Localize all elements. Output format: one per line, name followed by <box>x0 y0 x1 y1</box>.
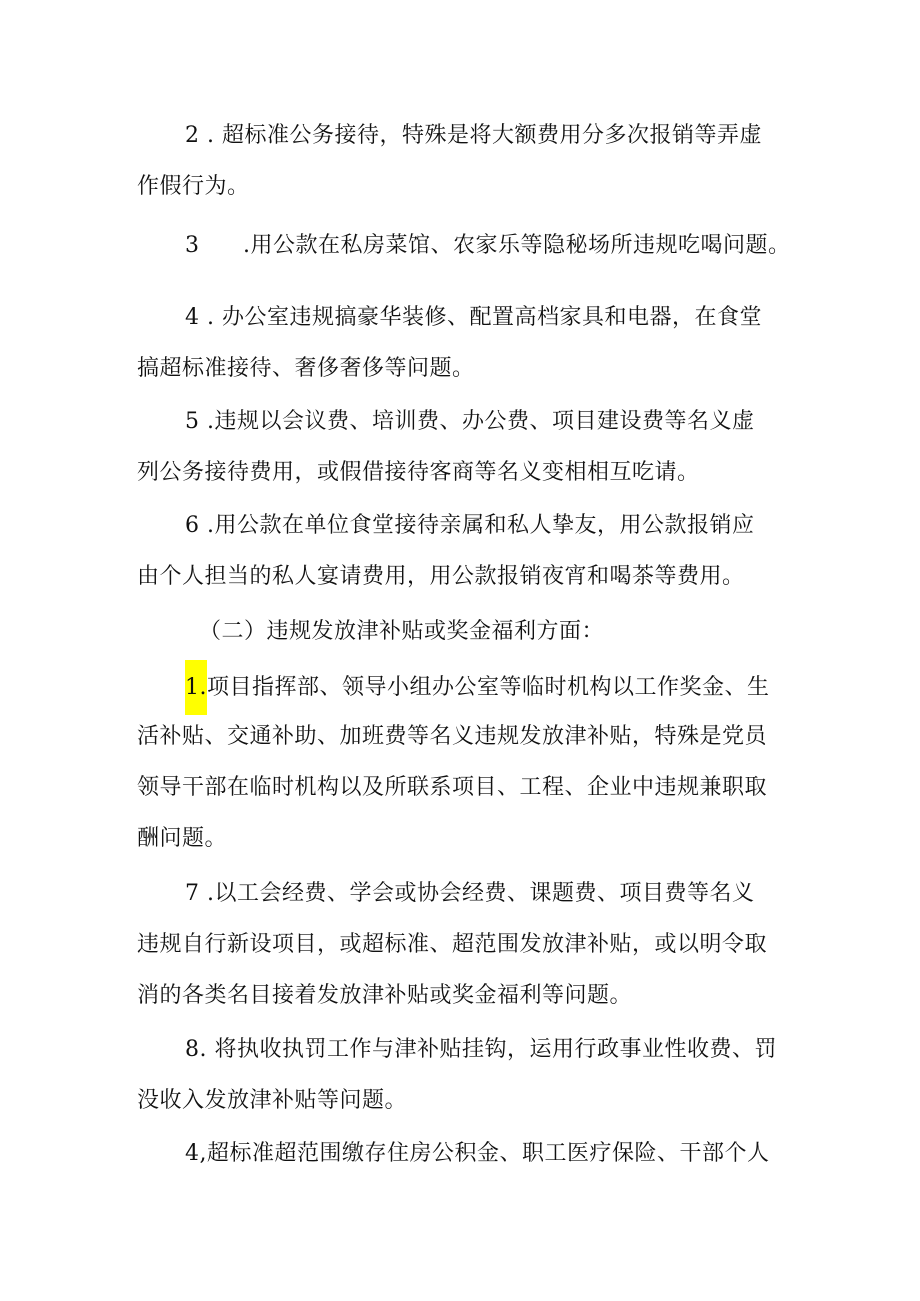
paragraph-line <box>137 711 787 762</box>
line-text: 活补贴、交通补助、加班费等名义违规发放津补贴，特殊是党员 <box>137 724 768 749</box>
item-number: 7 <box>185 881 200 906</box>
item-number: 2 <box>185 123 200 148</box>
line-text: 消的各类名目接着发放津补贴或奖金福利等问题。 <box>137 983 633 1008</box>
line-text: 项目指挥部、领导小组办公室等临时机构以工作奖金、生 <box>207 675 770 700</box>
item-number: 5 <box>185 409 200 434</box>
line-text: 将执收执罚工作与津补贴挂钩，运用行政事业性收费、罚 <box>207 1037 777 1062</box>
line-text: 酬问题。 <box>137 826 228 851</box>
item-number: 3 <box>185 233 200 258</box>
heading-line <box>137 606 787 657</box>
paragraph-line <box>137 220 791 271</box>
line-text: . 办公室违规搞豪华装修、配置高档家具和电器，在食堂 <box>199 305 762 330</box>
paragraph-1-allowance <box>137 660 787 864</box>
item-number: 4, <box>185 1141 207 1166</box>
paragraph-line <box>137 970 787 1021</box>
paragraph-8 <box>137 1024 787 1126</box>
line-text: 没收入发放津补贴等问题。 <box>137 1088 408 1113</box>
paragraph-line <box>137 762 787 813</box>
line-text: 超标准超范围缴存住房公积金、职工医疗保险、干部个人 <box>207 1141 770 1166</box>
paragraph-6 <box>137 500 787 602</box>
line-text: 由个人担当的私人宴请费用，用公款报销夜宵和喝茶等费用。 <box>137 564 745 589</box>
paragraph-line <box>137 919 787 970</box>
paragraph-line <box>137 396 787 447</box>
line-text: 违规自行新设项目，或超标准、超范围发放津补贴，或以明令取 <box>137 932 768 957</box>
paragraph-line <box>137 161 787 212</box>
line-text: 作假行为。 <box>137 174 250 199</box>
line-text: 搞超标准接待、奢侈奢侈等问题。 <box>137 356 475 381</box>
line-text: .用公款在单位食堂接待亲属和私人挚友，用公款报销应 <box>199 513 755 538</box>
line-text: .用公款在私房菜馆、农家乐等隐秘场所违规吃喝问题。 <box>243 233 791 258</box>
paragraph-line <box>137 292 787 343</box>
section-heading <box>137 606 787 657</box>
paragraph-line <box>137 551 787 602</box>
line-text: .违规以会议费、培训费、办公费、项目建设费等名义虚 <box>199 409 755 434</box>
line-text: 领导干部在临时机构以及所联系项目、工程、企业中违规兼职取 <box>137 775 768 800</box>
paragraph-2 <box>137 110 787 212</box>
paragraph-line <box>137 1128 787 1179</box>
line-text: . 超标准公务接待，特殊是将大额费用分多次报销等弄虚 <box>199 123 762 148</box>
paragraph-4-housing <box>137 1128 787 1179</box>
paragraph-line <box>137 1075 787 1126</box>
paragraph-line <box>137 868 787 919</box>
paragraph-line <box>137 500 787 551</box>
paragraph-4 <box>137 292 787 394</box>
paragraph-line <box>137 343 787 394</box>
line-text: .以工会经费、学会或协会经费、课题费、项目费等名义 <box>199 881 755 906</box>
paragraph-5 <box>137 396 787 498</box>
line-text: 列公务接待费用，或假借接待客商等名义变相相互吃请。 <box>137 460 700 485</box>
paragraph-7 <box>137 868 787 1021</box>
paragraph-line <box>137 813 787 864</box>
paragraph-line <box>137 447 787 498</box>
item-number: 6 <box>185 513 200 538</box>
paragraph-line <box>137 110 787 161</box>
item-number: 4 <box>185 305 200 330</box>
highlighted-item-number: 1. <box>185 660 207 715</box>
paragraph-line <box>137 1024 787 1075</box>
item-number: 8. <box>185 1037 207 1062</box>
paragraph-3 <box>137 220 791 271</box>
heading-text: （二）违规发放津补贴或奖金福利方面： <box>199 619 605 644</box>
paragraph-line <box>137 660 787 711</box>
